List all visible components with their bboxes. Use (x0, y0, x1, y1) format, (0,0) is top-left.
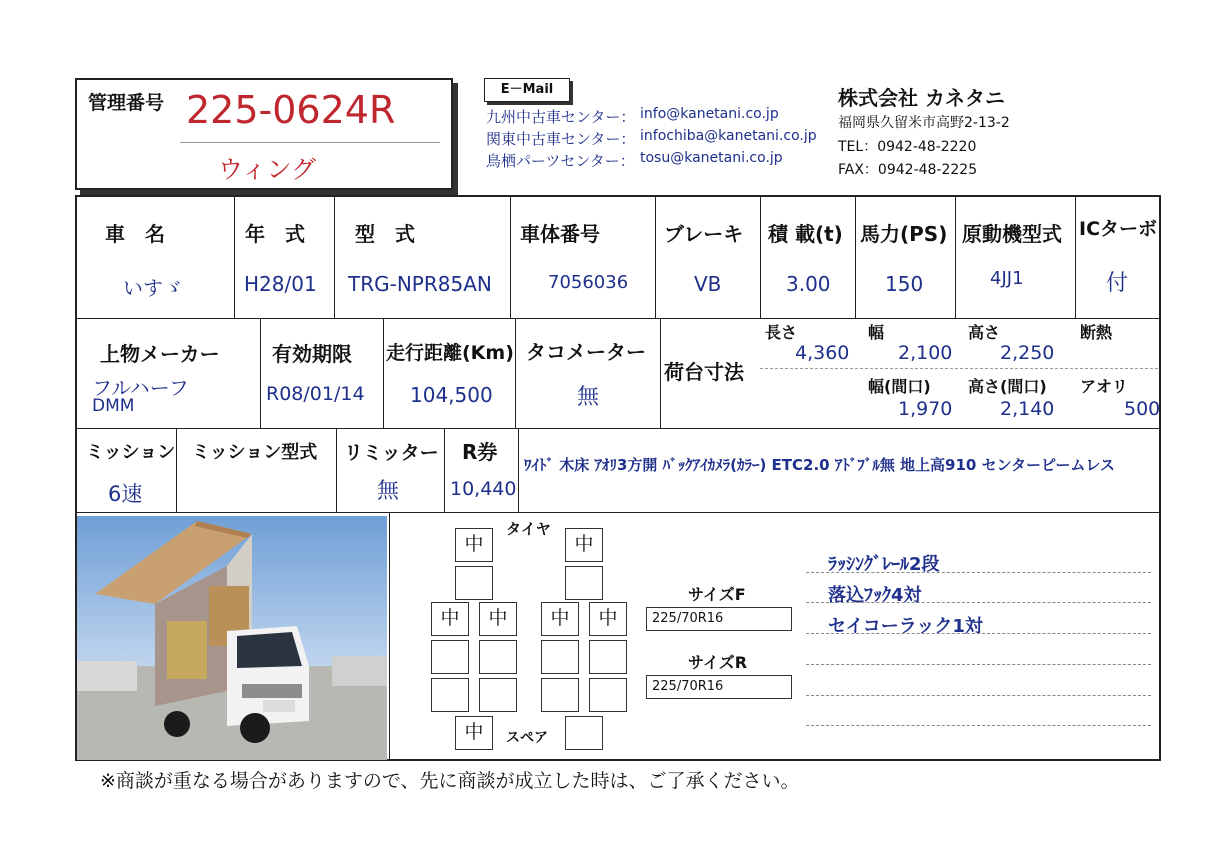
row-divider-2 (75, 428, 1161, 429)
tacho-label: タコメーター (526, 340, 646, 364)
size-f-label: サイズF (688, 585, 746, 604)
tire-rear-right-inner: 中 (541, 602, 579, 636)
email-center-kyushu: 九州中古車センター： (486, 108, 636, 126)
turbo-label: ICターボ (1079, 218, 1158, 240)
cargo-dotted-line (760, 368, 1158, 369)
brake: VB (694, 272, 722, 296)
inner-width-label: 幅(間口) (868, 377, 931, 396)
tire-rear-right-outer: 中 (589, 602, 627, 636)
equipment-line (806, 572, 1151, 573)
col-divider (760, 195, 761, 318)
turbo: 付 (1106, 271, 1129, 296)
year: H28/01 (244, 272, 317, 296)
company-tel: TEL：0942-48-2220 (838, 139, 977, 155)
company-fax: FAX：0942-48-2225 (838, 162, 978, 178)
tire-front-left-empty (455, 566, 493, 600)
tire-front-left: 中 (455, 528, 493, 562)
col-divider (176, 428, 177, 512)
company-name: 株式会社 カネタニ (838, 86, 1005, 110)
tire-spare-empty (565, 716, 603, 750)
col-divider (515, 318, 516, 428)
tire-slot (479, 640, 517, 674)
equipment-item-1: ﾗｯｼﾝｸﾞﾚｰﾙ2段 (828, 554, 940, 575)
equipment-item-2: 落込ﾌｯｸ4対 (828, 585, 922, 606)
width: 2,100 (898, 342, 953, 364)
equipment-line (806, 695, 1151, 696)
model-label: 型 式 (355, 222, 415, 246)
size-f-field: 225/70R16 (646, 607, 792, 631)
tire-slot (431, 640, 469, 674)
tire-front-right-empty (565, 566, 603, 600)
remarks: ﾜｲﾄﾞ 木床 ｱｵﾘ3方開 ﾊﾞｯｸｱｲｶﾒﾗ(ｶﾗｰ) ETC2.0 ｱﾄﾞﾌﾞﾙ無 地上高910 センターピームレス (524, 456, 1115, 474)
col-divider (655, 195, 656, 318)
equipment-item-3: セイコーラック1対 (828, 616, 983, 637)
maker: フルハーフ (92, 376, 189, 400)
hp: 150 (885, 272, 924, 296)
spare-label: スペア (506, 730, 548, 746)
r-ticket-label: R券 (462, 440, 498, 464)
row-divider-1 (75, 318, 1161, 319)
tacho: 無 (577, 385, 600, 410)
insulation-label: 断熱 (1080, 323, 1113, 342)
load-label: 積 載(t) (768, 222, 843, 246)
car-name-label: 車 名 (105, 222, 165, 246)
inner-width: 1,970 (898, 398, 953, 420)
size-r-field: 225/70R16 (646, 675, 792, 699)
col-divider (260, 318, 261, 428)
expiry: R08/01/14 (266, 383, 365, 405)
tire-title: タイヤ (506, 520, 551, 538)
load: 3.00 (786, 272, 831, 296)
expiry-label: 有効期限 (272, 342, 352, 366)
management-label: 管理番号 (88, 92, 165, 114)
equipment-line (806, 725, 1151, 726)
col-divider (444, 428, 445, 512)
height: 2,250 (1000, 342, 1055, 364)
maker-label: 上物メーカー (100, 342, 220, 366)
col-divider (383, 318, 384, 428)
col-divider (510, 195, 511, 318)
equipment-line (806, 602, 1151, 603)
tire-rear-left-outer: 中 (431, 602, 469, 636)
body-type: ウィング (218, 155, 317, 184)
email-address-kanto[interactable]: infochiba@kanetani.co.jp (640, 128, 817, 144)
equipment-line (806, 664, 1151, 665)
photo-divider (389, 512, 390, 761)
height-label: 高さ (968, 323, 1001, 342)
model: TRG-NPR85AN (348, 272, 492, 296)
year-label: 年 式 (245, 222, 305, 246)
limiter-label: リミッター (344, 442, 439, 464)
engine-label: 原動機型式 (962, 222, 1062, 246)
col-divider (518, 428, 519, 512)
length-label: 長さ (765, 323, 798, 342)
chassis: 7056036 (548, 272, 629, 293)
col-divider (336, 428, 337, 512)
mission: 6速 (108, 482, 143, 506)
tire-slot (431, 678, 469, 712)
maker-sub: DMM (92, 396, 135, 416)
email-center-tosu: 鳥栖パーツセンター： (486, 152, 635, 170)
mileage: 104,500 (410, 383, 493, 407)
limiter: 無 (377, 479, 400, 504)
inner-height: 2,140 (1000, 398, 1055, 420)
cargo-label: 荷台寸法 (664, 360, 744, 384)
brake-label: ブレーキ (664, 222, 744, 246)
col-divider (855, 195, 856, 318)
car-name: いすゞ (123, 276, 183, 300)
email-box: E－Mail (484, 78, 570, 102)
management-number: 225-0624R (186, 88, 396, 132)
gate-label: アオリ (1080, 377, 1128, 396)
length: 4,360 (795, 342, 850, 364)
col-divider (660, 318, 661, 428)
equipment-line (806, 633, 1151, 634)
width-label: 幅 (868, 323, 885, 342)
footer-note: ※商談が重なる場合がありますので、先に商談が成立した時は、ご了承ください。 (100, 770, 800, 792)
email-address-tosu[interactable]: tosu@kanetani.co.jp (640, 150, 783, 166)
col-divider (334, 195, 335, 318)
tire-slot (589, 678, 627, 712)
tire-slot (541, 640, 579, 674)
col-divider (1075, 195, 1076, 318)
inner-height-label: 高さ(間口) (968, 377, 1047, 396)
row-divider-3 (75, 512, 1161, 513)
vehicle-photo (77, 516, 387, 760)
tire-slot (589, 640, 627, 674)
tire-rear-left-inner: 中 (479, 602, 517, 636)
hp-label: 馬力(PS) (860, 222, 948, 246)
email-address-kyushu[interactable]: info@kanetani.co.jp (640, 106, 779, 122)
email-center-kanto: 関東中古車センター： (486, 130, 636, 148)
management-divider (180, 142, 440, 143)
tire-slot (541, 678, 579, 712)
mission-type-label: ミッション型式 (192, 442, 318, 463)
col-divider (955, 195, 956, 318)
tire-front-right: 中 (565, 528, 603, 562)
size-r-label: サイズR (688, 653, 748, 672)
r-ticket: 10,440 (450, 478, 517, 500)
company-address: 福岡県久留米市高野2-13-2 (838, 115, 1010, 131)
gate: 500 (1124, 398, 1161, 420)
col-divider (234, 195, 235, 318)
chassis-label: 車体番号 (520, 222, 600, 246)
tire-spare: 中 (455, 716, 493, 750)
tire-slot (479, 678, 517, 712)
engine: 4JJ1 (990, 268, 1024, 289)
mission-label: ミッション (86, 442, 176, 463)
mileage-label: 走行距離(Km) (386, 342, 514, 364)
